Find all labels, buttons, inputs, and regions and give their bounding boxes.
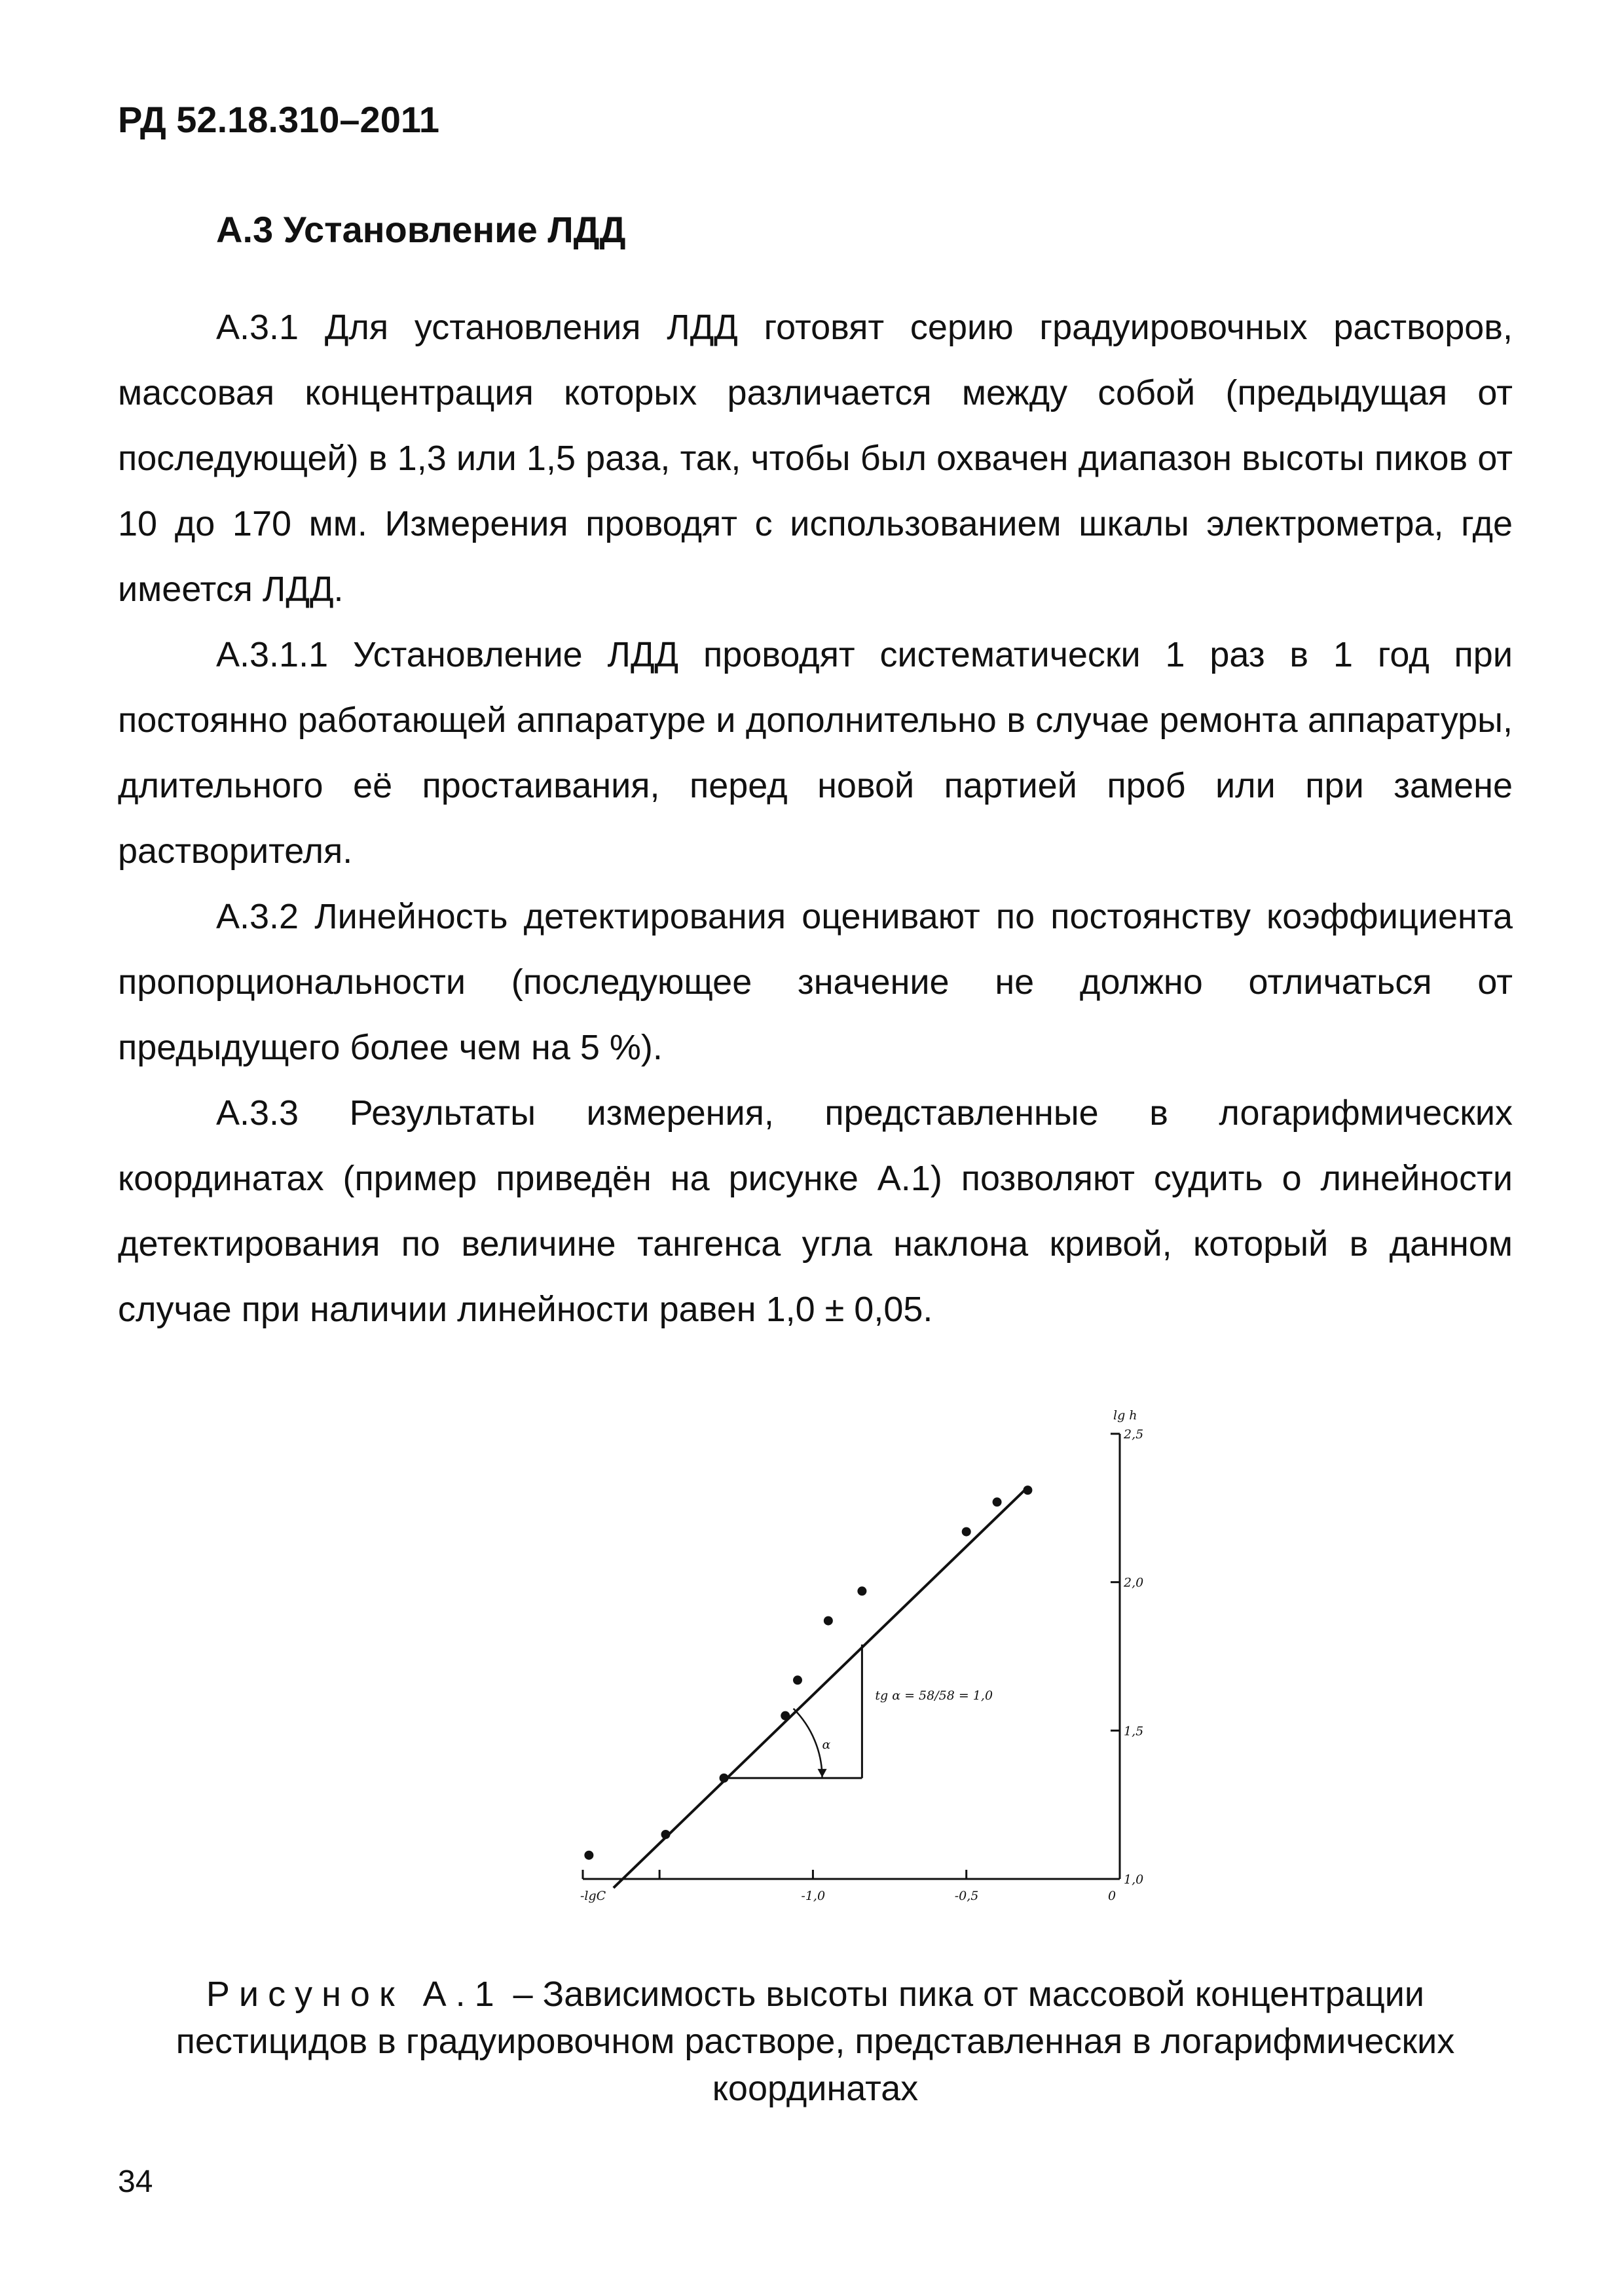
data-point bbox=[720, 1774, 729, 1783]
document-id: РД 52.18.310–2011 bbox=[118, 99, 440, 140]
y-tick-label: 2,5 bbox=[1124, 1427, 1144, 1442]
figure-a1 bbox=[550, 1381, 1172, 1938]
data-point bbox=[857, 1586, 866, 1595]
paragraph-a3-1-1: А.3.1.1 Установление ЛДД проводят систематически 1 раз в 1 год при постоянно работающей аппаратуре и дополнительно в случае ремонта аппаратуры, длительного её простаивания, перед новой партией проб или при замене растворителя. bbox=[118, 635, 1513, 871]
x-axis-label: -lgC bbox=[580, 1889, 606, 1903]
caption-label: Рисунок А.1 bbox=[206, 1975, 504, 2014]
x-tick-label: 0 bbox=[1108, 1889, 1116, 1903]
caption-dash: – bbox=[503, 1975, 543, 2014]
page-number: 34 bbox=[118, 2164, 153, 2199]
data-point bbox=[993, 1497, 1002, 1506]
data-point bbox=[793, 1675, 802, 1685]
data-point bbox=[824, 1616, 833, 1626]
x-tick-label: -1,0 bbox=[801, 1889, 826, 1903]
x-tick-label: -0,5 bbox=[954, 1889, 979, 1903]
slope-formula: tg α = 58/58 = 1,0 bbox=[875, 1688, 993, 1703]
data-point bbox=[781, 1711, 790, 1721]
section-title: А.3 Установление ЛДД bbox=[216, 209, 626, 250]
figure-caption bbox=[118, 1971, 1513, 2112]
data-point bbox=[962, 1527, 971, 1537]
y-tick-label: 1,0 bbox=[1124, 1872, 1144, 1887]
y-tick-label: 2,0 bbox=[1124, 1575, 1144, 1590]
data-point bbox=[661, 1830, 671, 1839]
section-body bbox=[118, 295, 1513, 1342]
angle-arc bbox=[794, 1709, 822, 1778]
y-axis-label: lg h bbox=[1113, 1408, 1137, 1423]
y-tick-label: 1,5 bbox=[1124, 1724, 1144, 1739]
paragraph-a3-3: А.3.3 Результаты измерения, представленные в логарифмических координатах (пример приведён на рисунке А.1) позволяют судить о линейности детектирования по величине тангенса угла наклона кривой, который в данном случае при наличии линейности равен 1,0 ± 0,05. bbox=[118, 1093, 1513, 1329]
log-log-chart bbox=[550, 1381, 1172, 1938]
regression-line bbox=[614, 1487, 1028, 1888]
angle-arrowhead bbox=[818, 1769, 827, 1777]
data-point bbox=[584, 1851, 593, 1860]
angle-label: α bbox=[822, 1737, 831, 1752]
paragraph-a3-1: А.3.1 Для установления ЛДД готовят серию градуировочных растворов, массовая концентрация которых различается между собой (предыдущая от последующей) в 1,3 или 1,5 раза, так, чтобы был охвачен диапазон высоты пиков от 10 до 170 мм. Измерения проводят с использованием шкалы электрометра, где имеется ЛДД. bbox=[118, 308, 1513, 609]
paragraph-a3-2: А.3.2 Линейность детектирования оценивают по постоянству коэффициента пропорциональности (последующее значение не должно отличаться от предыдущего более чем на 5 %). bbox=[118, 897, 1513, 1067]
data-point bbox=[1023, 1485, 1032, 1495]
caption-text: Зависимость высоты пика от массовой концентрации пестицидов в градуировочном растворе, представленная в логарифмических координатах bbox=[175, 1975, 1455, 2108]
